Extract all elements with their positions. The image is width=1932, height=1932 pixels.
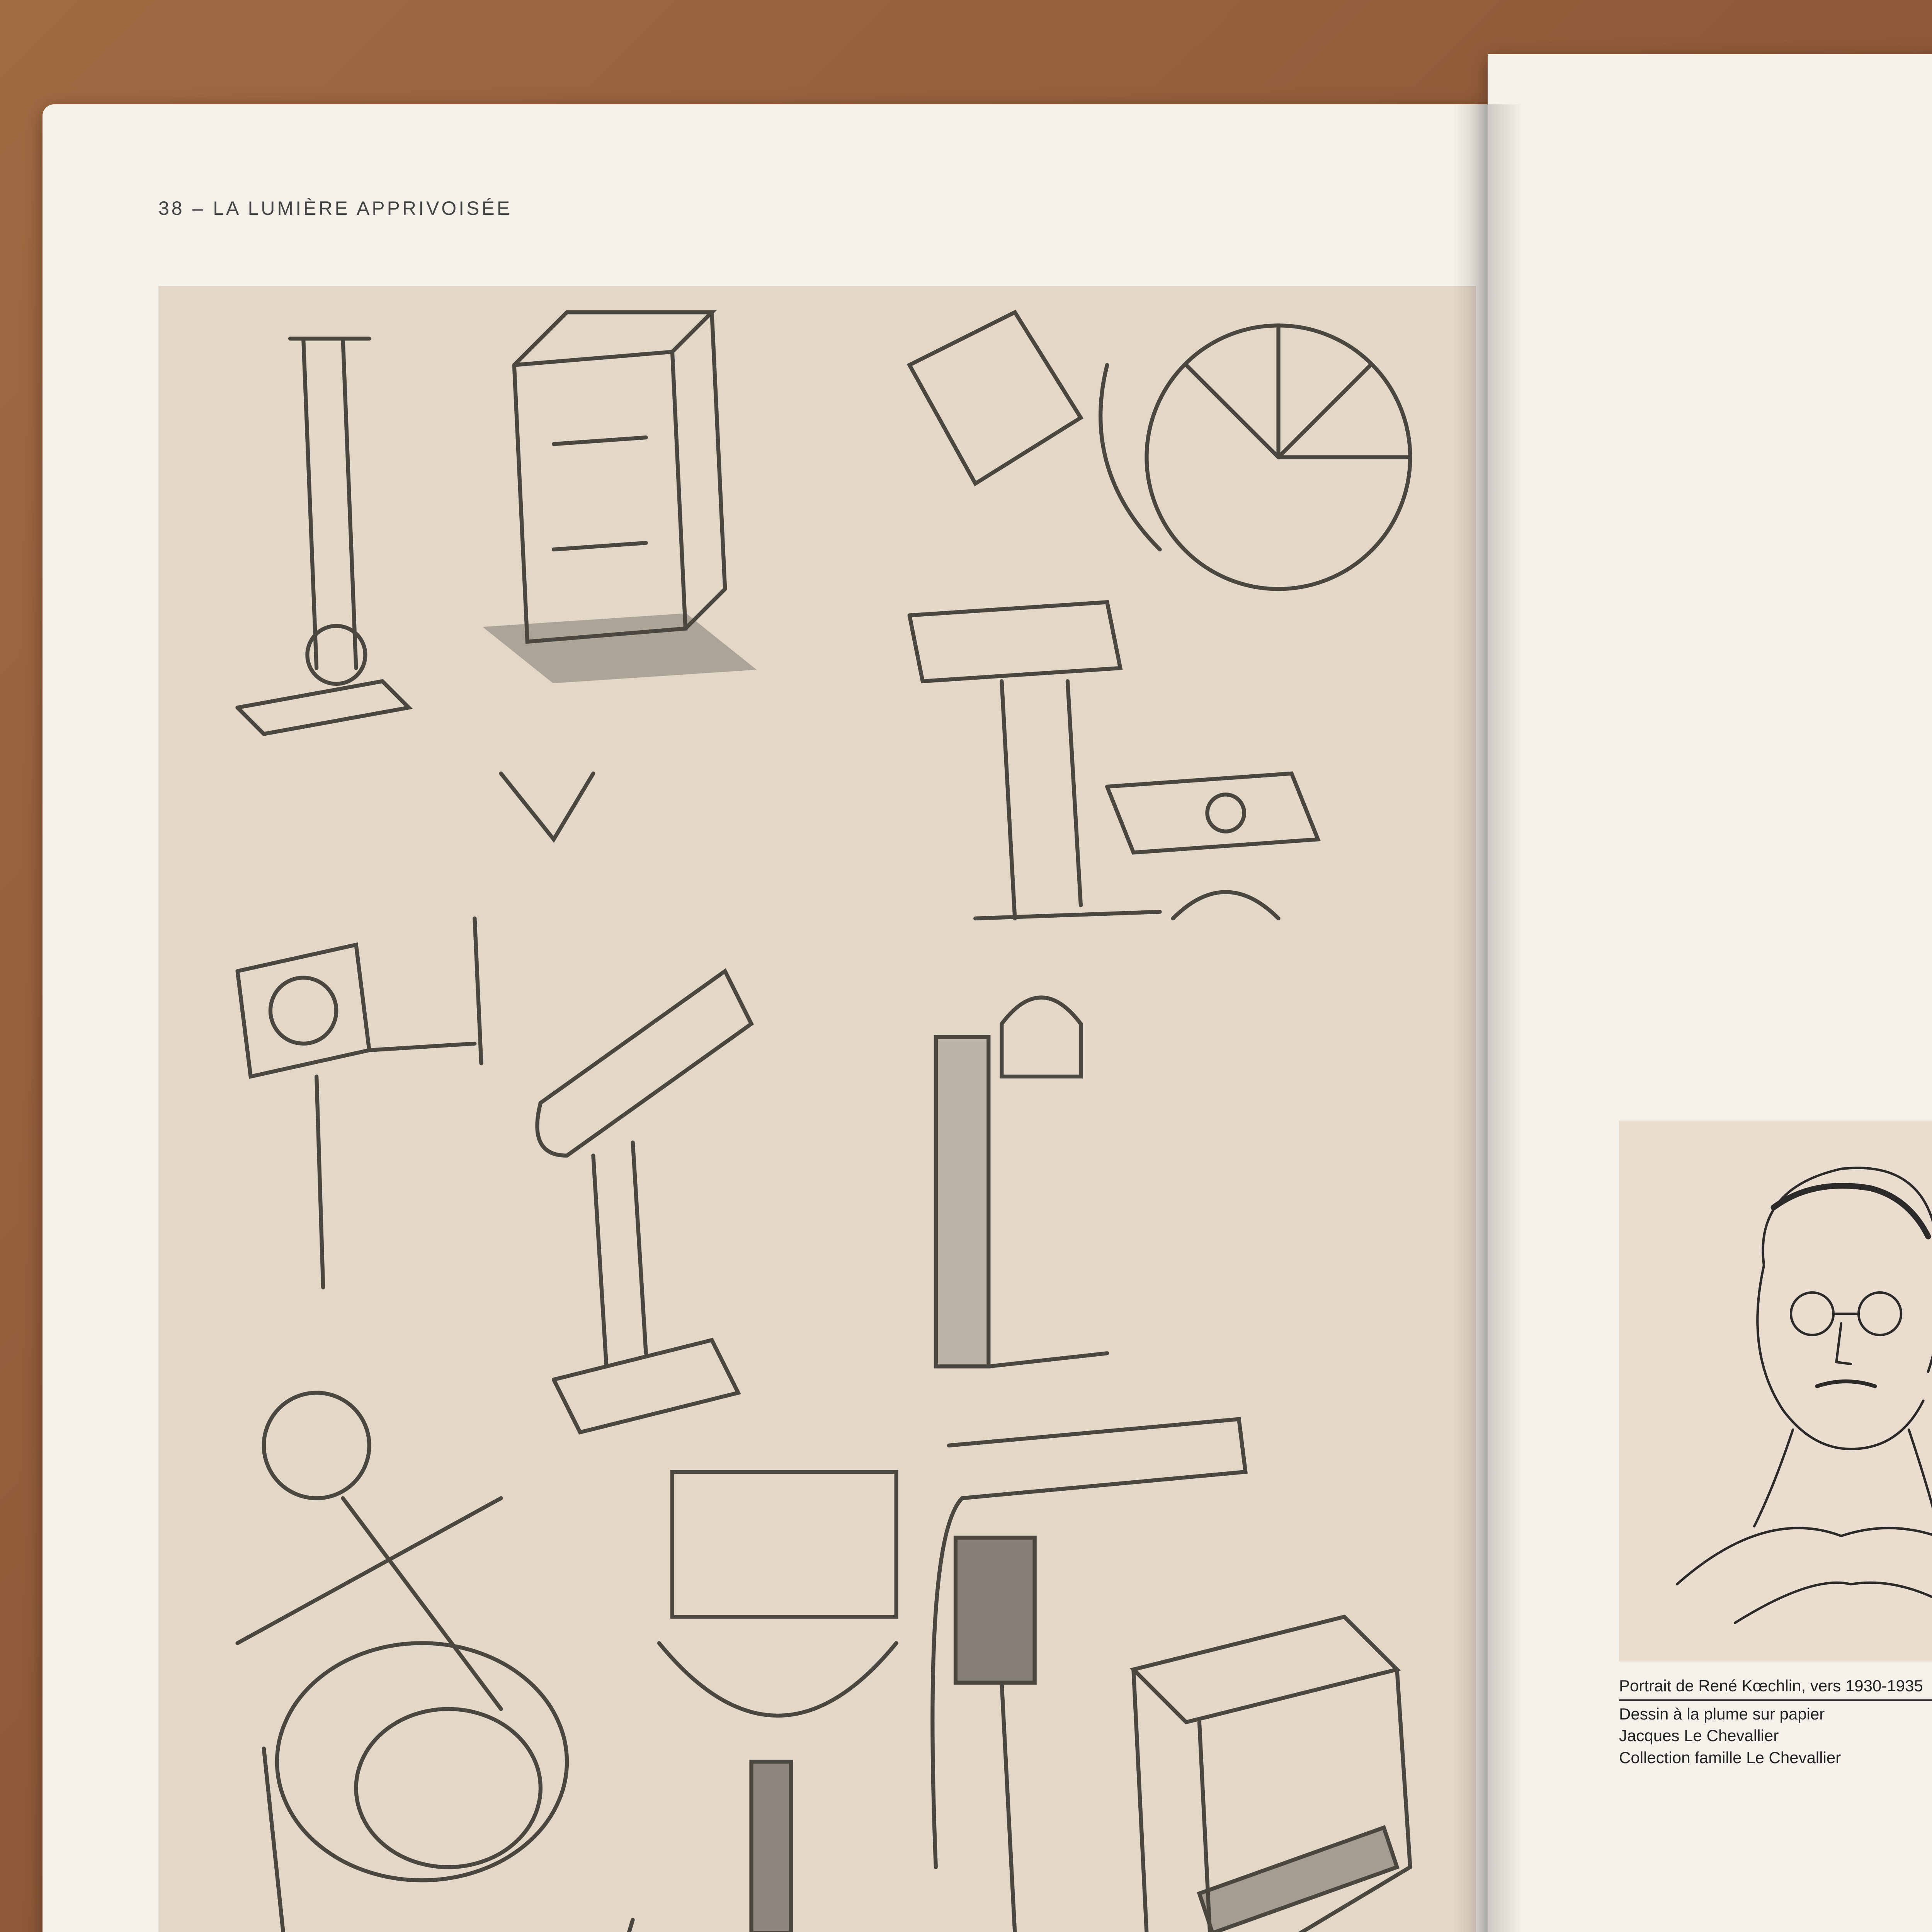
caption-title: Portrait de René Kœchlin, vers 1930-1935 <box>1619 1675 1932 1701</box>
left-page <box>43 104 1488 1932</box>
portrait-illustration <box>1619 1121 1932 1662</box>
right-page <box>1488 54 1932 1932</box>
running-head: 38 – LA LUMIÈRE APPRIVOISÉE <box>158 197 512 219</box>
portrait-caption <box>1619 1675 1932 1769</box>
book-gutter <box>1453 104 1522 1932</box>
caption-line: Dessin à la plume sur papier <box>1619 1704 1825 1723</box>
caption-line: Jacques Le Chevallier <box>1619 1726 1779 1745</box>
lamp-sketches-illustration <box>158 286 1476 1932</box>
portrait-drawing <box>1619 1121 1932 1662</box>
caption-line: Collection famille Le Chevallier <box>1619 1748 1841 1767</box>
open-book <box>35 46 1932 1932</box>
sketch-plate <box>158 286 1476 1932</box>
